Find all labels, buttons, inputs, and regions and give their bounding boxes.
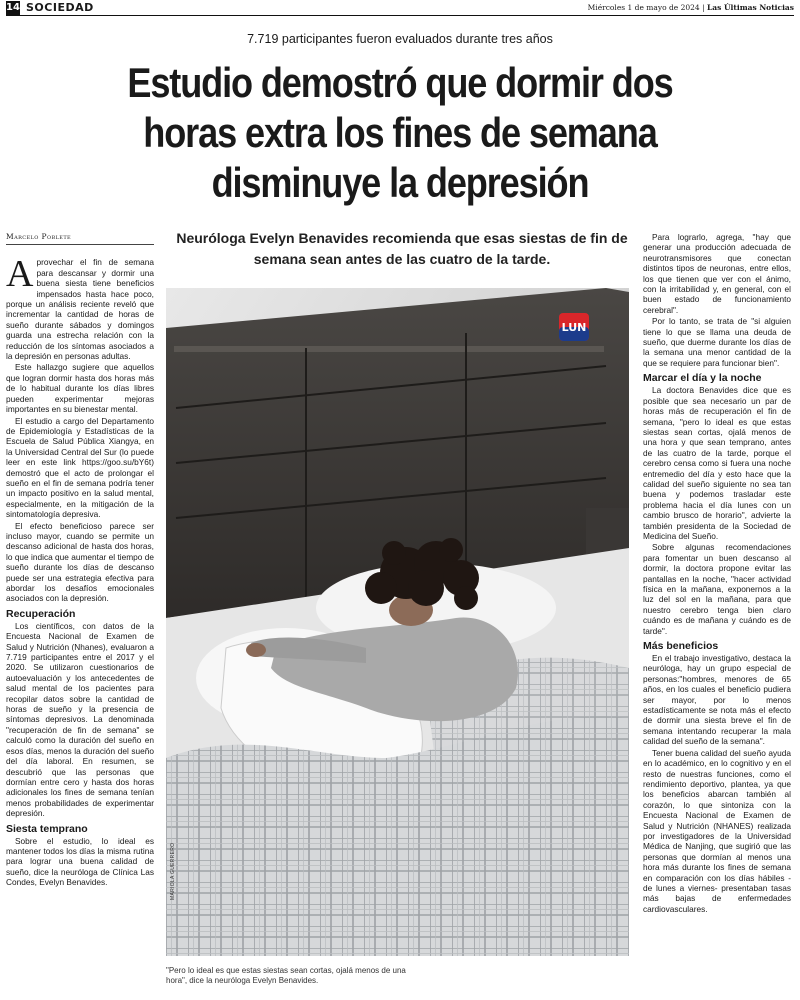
subheadline: Neuróloga Evelyn Benavides recomienda que esas siestas de fin de semana sean antes de las cuatro de la tarde.	[176, 230, 628, 267]
section-name: SOCIEDAD	[26, 1, 94, 14]
paragraph: En el trabajo investigativo, destaca la neuróloga, hay un grupo especial de personas:"hombres, menores de 65 años, en los cuales el beneficio pudiera ser mayor, por lo menos estadísticamente se nota más el efecto de dormir una siesta breve el fin de semana intentando recuperar la mala calidad del sueño de la semana".	[643, 653, 791, 747]
sleeping-woman-illustration	[166, 288, 629, 956]
dateline: Miércoles 1 de mayo de 2024 | Las Últimas Noticias	[587, 3, 794, 12]
page-number: 14	[6, 1, 20, 13]
lun-logo: LUN	[561, 321, 587, 334]
drop-cap: A	[6, 253, 34, 296]
left-column	[6, 232, 154, 1000]
section-heading: Más beneficios	[643, 640, 719, 653]
paragraph: La doctora Benavides dice que es posible que sea necesario un par de horas más de recuperación el fin de semana, "pero lo ideal es que estas siestas sean cortas, ojalá menos de una hora y que sean temprano, antes de las cuatro de la tarde, porque el cerebro censa como si fuera una noche entremedio del día y esto hace que la calidad del sueño siguiente no sea tan buena y podemos trasladar este problema hacia el día lunes con un cambio brusco de horario", advierte la también presidenta de la Sociedad de Medicina del Sueño.	[643, 385, 791, 541]
section-heading: Marcar el día y la noche	[643, 372, 762, 385]
photo-caption: "Pero lo ideal es que estas siestas sean cortas, ojalá menos de una hora", dice la neuróloga Evelyn Benavides.	[166, 966, 406, 985]
section-heading: Siesta temprano	[6, 822, 88, 835]
newspaper-name: Las Últimas Noticias	[707, 3, 794, 12]
issue-date: Miércoles 1 de mayo de 2024	[587, 3, 700, 12]
paragraph: Este hallazgo sugiere que aquellos que logran dormir hasta dos horas más de lo habitual durante los días libres pueden experimentar mejoras importantes en su bienestar mental.	[6, 362, 154, 415]
section-heading: Recuperación	[6, 607, 76, 620]
paragraph: Tener buena calidad del sueño ayuda en lo académico, en lo cognitivo y en el resto de nuestras funciones, como el rendimiento deportivo, plantea, ya que los beneficios abarcan también al corazón, lo que sintoniza con la Encuesta Nacional de Examen de Salud y Nutrición (NHANES) realizada por investigadores de la Universidad Médica de Nanjing, que sugirió que las personas que dormían al menos una hora más durante los fines de semana en comparación con los días hábiles -de lunes a viernes- presentaban tasas más bajas de enfermedades cardiovasculares.	[643, 747, 791, 914]
paragraph: El estudio a cargo del Departamento de Epidemiología y Estadísticas de la Escuela de Salud Pública Xiangya, en la Universidad Central del Sur (lo puede leer en este link https://goo.su/bY6t) demostró que el acto de prolongar el sueño en el fin de semana podría tener un impacto positivo en la salud mental, especialmente, en la mitigación de la sintomatología depresiva.	[6, 415, 154, 520]
photo-credit: MARIOLA GUERRERO	[170, 842, 176, 900]
byline: Marcelo Poblete	[6, 232, 154, 245]
paragraph: Para lograrlo, agrega, "hay que generar una producción adecuada de neurotransmisores que conectan distintos tipos de neuronas, entre ellos, los que tienen que ver con el ánimo, con la irritabilidad y, en general, con el buen estado de funcionamiento cerebral".	[643, 232, 791, 315]
kicker: 7.719 participantes fueron evaluados durante tres años	[247, 32, 553, 46]
page-header	[6, 0, 794, 16]
article-photo	[166, 288, 629, 956]
paragraph: Sobre algunas recomendaciones para fomentar un buen descanso al dormir, la doctora propone evitar las pantallas en la noche, "hacer actividad física en la mañana, exponernos a la luz del sol en la mañana, para que nuestro cerebro tenga bien claro cuándo es de mañana y cuándo es de tarde".	[643, 542, 791, 636]
headline: Estudio demostró que dormir dos horas extra los fines de semana disminuye la depresión	[127, 59, 673, 206]
paragraph: Los científicos, con datos de la Encuesta Nacional de Examen de Salud y Nutrición (Nhanes), evaluaron a 7.719 participantes entre el 2017 y el 2020. Se utilizaron cuestionarios de autoevaluación y los antecedentes de salud mental de los pacientes para recopilar datos sobre la cantidad de horas de sueño y la presencia de síntomas depresivos. La denominada "recuperación de fin de semana" se calculó como la duración del sueño en esos días, menos la duración del sueño del día laboral. En resumen, se descubrió que las personas que dormían entre cero y hasta dos horas adicionales los fines de semana tenían menos probabilidades de experimentar depresión.	[6, 620, 154, 819]
paragraph: Aprovechar el fin de semana para descansar y dormir una buena siesta tiene beneficios impensados hasta hace poco, porque un análisis reciente reveló que incrementar la cantidad de horas de sueño durante sábados y domingos guarda una estrecha relación con la reducción de los síntomas asociados a la depresión en personas adultas.	[6, 253, 154, 362]
right-column	[643, 232, 791, 1000]
paragraph: Por lo tanto, se trata de "si alguien tiene lo que se llama una deuda de sueño, que duerme durante los días de la semana una menor cantidad de la que se requiere para funcionar bien".	[643, 316, 791, 368]
paragraph: El efecto beneficioso parece ser incluso mayor, cuando se permite un descanso adicional de hasta dos horas, lo que indica que aumentar el tiempo de sueño durante los días de descanso puede ser una estrategia efectiva para abordar los desafíos emocionales asociados con la depresión.	[6, 520, 154, 604]
paragraph: Sobre el estudio, lo ideal es mantener todos los días la misma rutina para lograr una buena calidad de sueño, dice la neuróloga de Clínica Las Condes, Evelyn Benavides.	[6, 835, 154, 888]
